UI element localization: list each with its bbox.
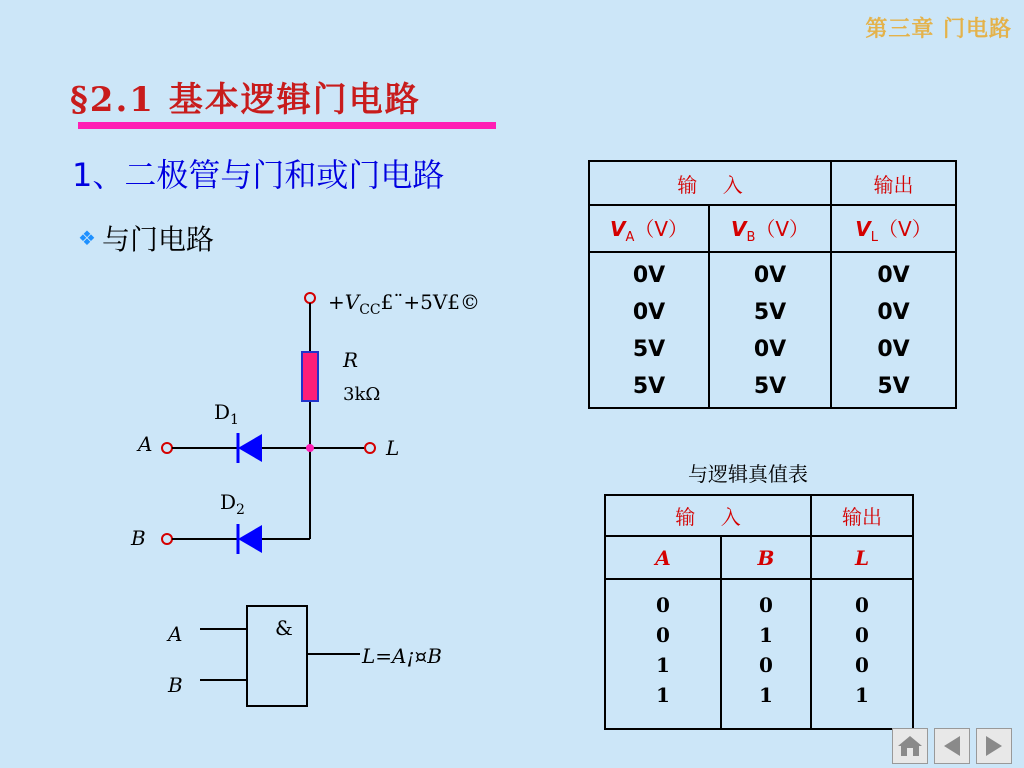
vcc-terminal — [305, 293, 315, 303]
section-title: §2.1 基本逻辑门电路 — [70, 80, 421, 120]
resistor-label: R — [343, 348, 359, 372]
prev-button[interactable] — [934, 728, 970, 764]
truth-table-output-header: 输出 — [811, 495, 913, 536]
bullet-item — [78, 218, 214, 258]
input-a-label: A — [138, 432, 153, 456]
gate-input-a-label: A — [168, 622, 183, 646]
junction-dot — [306, 444, 314, 452]
truth-table-l-values: 0 0 0 1 — [811, 579, 913, 729]
voltage-table-output-header: 输出 — [831, 161, 956, 205]
voltage-table-b-values: 0V 5V 0V 5V — [709, 252, 831, 408]
truth-table-col-a: A — [605, 536, 721, 579]
voltage-table — [588, 160, 957, 409]
chapter-label: 第三章 门电路 — [865, 16, 1012, 42]
gate-output-expression: L=A¡¤B — [362, 644, 442, 668]
voltage-table-col-l: $V_L(V)$ — [831, 205, 956, 252]
input-b-terminal — [162, 534, 172, 544]
d2-label: $D_2$ — [220, 490, 245, 518]
gate-input-b-label: B — [168, 673, 183, 697]
vcc-label: $+V_{CC}£¨+5V£©$ — [328, 290, 481, 318]
voltage-table-a-values: 0V 0V 5V 5V — [589, 252, 709, 408]
resistor-r — [302, 352, 318, 401]
voltage-table-col-a: $V_A(V)$ — [589, 205, 709, 252]
diode-d2 — [238, 524, 262, 554]
prev-arrow-icon — [940, 734, 964, 758]
truth-table-col-b: B — [721, 536, 811, 579]
truth-table-caption: 与逻辑真值表 — [688, 462, 808, 486]
truth-table-b-values: 0 1 0 1 — [721, 579, 811, 729]
gate-and-symbol: & — [275, 616, 293, 640]
output-l-terminal — [365, 443, 375, 453]
input-b-label: B — [131, 526, 146, 550]
diamond-bullet-icon: ❖ — [78, 226, 96, 250]
slide-navigation — [892, 728, 1012, 764]
voltage-table-input-header: 输 入 — [589, 161, 831, 205]
title-underline — [78, 122, 496, 129]
diode-d1 — [238, 433, 262, 463]
truth-table-col-l: L — [811, 536, 913, 579]
truth-table — [604, 494, 914, 730]
voltage-table-l-values: 0V 0V 0V 5V — [831, 252, 956, 408]
subsection-heading: 1、二极管与门和或门电路 — [72, 156, 445, 194]
bullet-label: 与门电路 — [101, 223, 214, 256]
next-arrow-icon — [982, 734, 1006, 758]
voltage-table-col-b: $V_B(V)$ — [709, 205, 831, 252]
truth-table-a-values: 0 0 1 1 — [605, 579, 721, 729]
home-button[interactable] — [892, 728, 928, 764]
and-gate-circuit-diagram — [120, 285, 540, 575]
resistor-value: 3kΩ — [343, 384, 381, 405]
d1-label: $D_1$ — [214, 400, 239, 428]
output-l-label: L — [386, 436, 400, 460]
input-a-terminal — [162, 443, 172, 453]
next-button[interactable] — [976, 728, 1012, 764]
home-icon — [897, 734, 923, 758]
truth-table-input-header: 输 入 — [605, 495, 811, 536]
